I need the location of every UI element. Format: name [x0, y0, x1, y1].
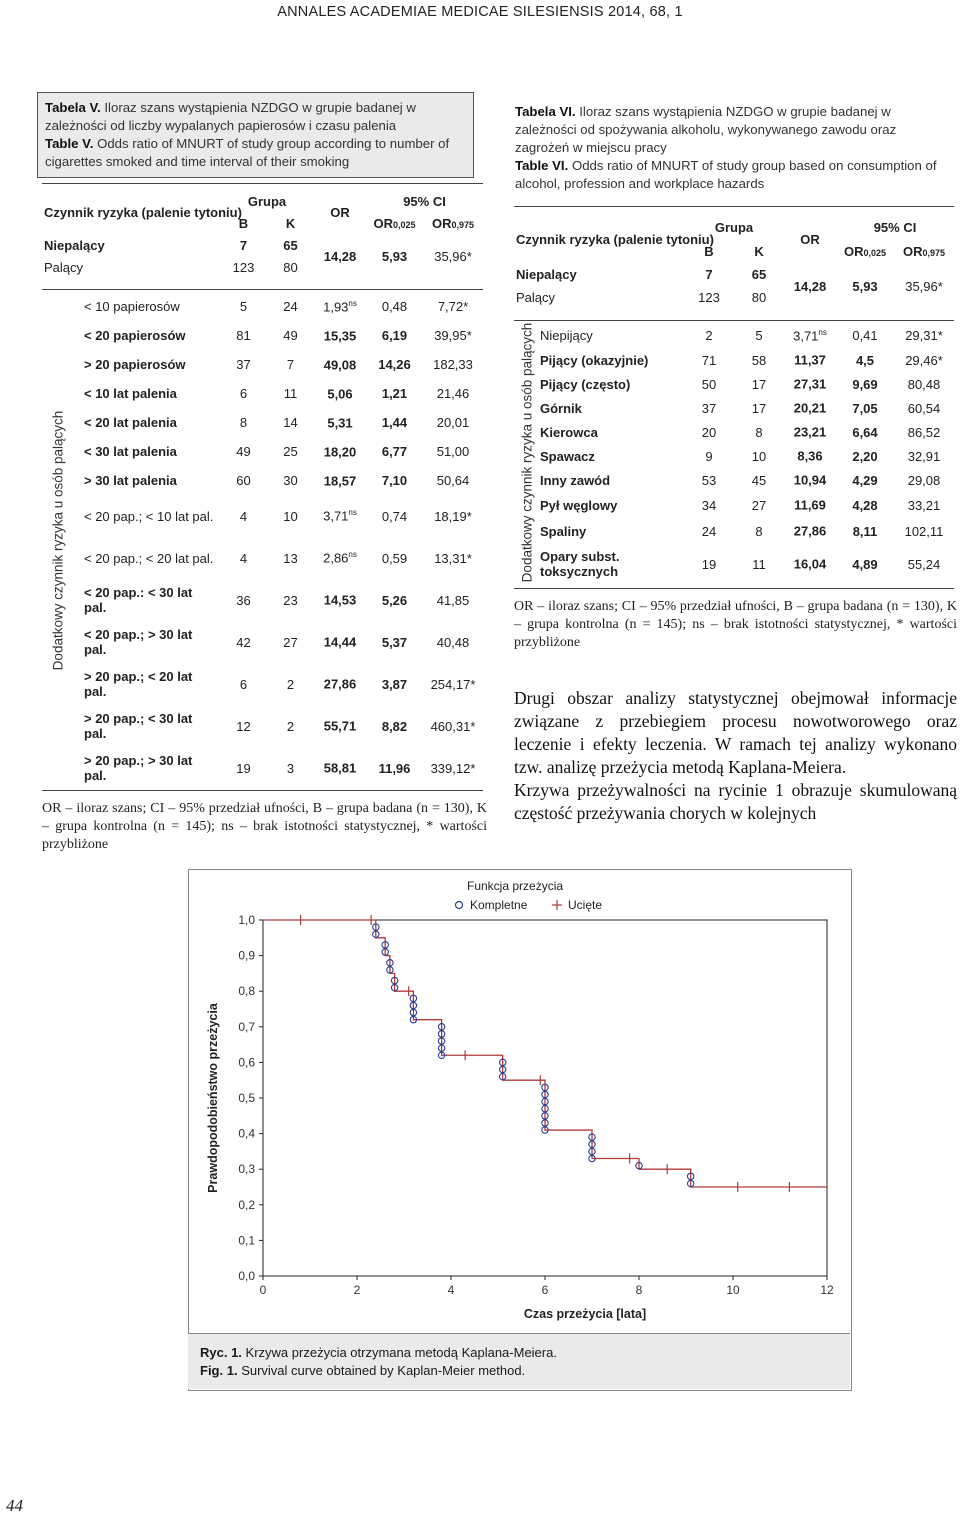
row-b: 50 [701, 376, 717, 392]
row-or [784, 518, 836, 544]
y-tick-label: 0,5 [238, 1091, 255, 1105]
row-ci-low: 4,5 [855, 352, 875, 368]
table6-caption-pl-label: Tabela VI. [515, 104, 576, 119]
row-label: < 20 papierosów [84, 328, 186, 343]
running-header: ANNALES ACADEMIAE MEDICAE SILESIENSIS 2014, 68, 1 [277, 4, 683, 20]
table5-smoker-k: 80 [283, 259, 298, 275]
row-or-value: 49,08 [323, 357, 357, 373]
row-or [784, 544, 836, 584]
row-or [314, 747, 366, 789]
row-k: 2 [286, 718, 295, 734]
row-or [314, 437, 366, 466]
table-row [538, 372, 954, 396]
table6-base-or: 14,28 [793, 278, 827, 294]
row-ci-high: 20,01 [436, 415, 470, 430]
row-b: 20 [701, 424, 717, 440]
row-label: < 20 pap.; < 10 lat pal. [84, 508, 214, 524]
row-ci-high: 460,31* [430, 718, 476, 734]
body-paragraph-1: Drugi obszar analizy statystycznej obejmował informacje związane z przebiegiem procesu nowotworowego oraz leczenie i efekty leczenia. W ramach tej analizy wykonano tzw. analizę przeżycia metodą Kaplana-Meiera. [514, 688, 957, 777]
row-ci-low: 11,96 [378, 760, 411, 776]
row-ci-low: 6,19 [381, 328, 408, 343]
row-k: 25 [283, 444, 298, 459]
table5-head-k: K [285, 215, 296, 231]
row-or-value: 58,81 [323, 760, 357, 776]
row-or [784, 372, 836, 396]
row-b: 6 [239, 386, 248, 401]
y-tick-label: 0,4 [238, 1126, 255, 1141]
row-or-value: 18,57 [323, 473, 357, 489]
table5-head-factor: Czynnik ryzyka (palenie tytoniu) [44, 204, 242, 220]
row-or-value: 3,71 [793, 328, 819, 344]
table5-head-ci: 95% CI [403, 193, 446, 209]
table5-bottom-rule [42, 790, 483, 791]
row-or [784, 396, 836, 420]
row-or-value: 3,71 [323, 508, 349, 524]
row-ci-high: 13,31* [434, 550, 472, 566]
row-label: Inny zawód [540, 472, 611, 488]
row-ci-low: 4,28 [852, 497, 878, 513]
row-ci-high: 182,33 [433, 357, 473, 372]
row-b: 53 [701, 472, 717, 488]
table6-top-rule [514, 206, 954, 207]
table6-head-k: K [754, 243, 764, 259]
row-label: Pijący (często) [540, 376, 631, 392]
row-ci-low: 9,69 [852, 376, 878, 392]
row-k: 30 [283, 473, 298, 488]
figure-caption-en: Survival curve obtained by Kaplan-Meier method. [241, 1363, 526, 1378]
table-row [82, 495, 483, 537]
x-tick-label: 6 [541, 1283, 549, 1297]
row-or-value: 18,20 [323, 444, 357, 460]
chart-title: Funkcja przeżycia [467, 879, 564, 893]
row-ci-low: 7,05 [852, 400, 878, 416]
table6-nonsmoker-label: Niepalący [516, 267, 577, 282]
table-row [538, 420, 954, 444]
table6-caption [508, 101, 952, 195]
table6-caption-pl: Iloraz szans wystąpienia NZDGO w grupie badanej w zależności od spożywania alkoholu, wykonywanego zawodu oraz zagrożeń w miejscu pracy [515, 104, 897, 155]
table6-head-b: B [704, 243, 714, 259]
row-or-value: 10,94 [793, 472, 827, 488]
row-b: 37 [701, 400, 717, 416]
row-ci-high: 21,46 [436, 386, 470, 401]
table-row [82, 705, 483, 747]
row-ns-mark: ns [818, 327, 827, 337]
row-ci-high: 29,31* [905, 328, 943, 343]
row-ci-low: 4,29 [852, 472, 878, 488]
table5-base-or: 14,28 [323, 248, 357, 264]
table-row [538, 323, 954, 348]
row-or [314, 350, 366, 379]
table6-body [538, 323, 954, 584]
table5-head-or-high: OR [432, 215, 452, 231]
table5-caption-en: Odds ratio of MNURT of study group according to number of cigarettes smoked and time interval of their smoking [45, 136, 450, 169]
row-ci-low: 5,37 [381, 634, 408, 650]
row-or [784, 468, 836, 492]
row-ns-mark: ns [348, 550, 357, 560]
row-b: 71 [701, 352, 717, 368]
row-k: 8 [755, 424, 763, 440]
table-row [82, 621, 483, 663]
row-ci-low: 7,10 [381, 473, 408, 488]
row-ci-low: 0,74 [381, 508, 408, 524]
table-row [82, 579, 483, 621]
row-or [784, 348, 836, 372]
row-k: 27 [283, 634, 298, 650]
row-ci-low: 14,26 [378, 357, 411, 372]
y-tick-label: 0,1 [238, 1233, 255, 1248]
table5-smoker-b: 123 [232, 259, 255, 275]
table5-smoker-label: Palący [44, 259, 84, 275]
figure-caption [188, 1333, 850, 1389]
table5-head-or-high-sub: 0,975 [451, 219, 475, 230]
y-tick-label: 0,6 [238, 1055, 255, 1070]
table5-caption-pl-label: Tabela V. [45, 100, 101, 115]
row-or-value: 5,31 [327, 415, 353, 431]
row-ci-low: 0,48 [381, 299, 408, 314]
row-label: > 20 pap.; < 30 lat pal. [84, 711, 193, 741]
row-ci-low: 0,59 [381, 550, 408, 566]
row-or-value: 11,69 [794, 497, 826, 513]
row-or [784, 492, 836, 518]
row-ci-low: 3,87 [381, 676, 408, 692]
row-ns-mark: ns [348, 298, 357, 308]
row-ci-high: 39,95* [434, 328, 472, 343]
table6-smoker-label: Palący [516, 290, 556, 305]
row-ci-high: 41,85 [436, 592, 470, 608]
table6-nonsmoker-k: 65 [751, 267, 767, 282]
row-or [314, 663, 366, 705]
table-row [82, 379, 483, 408]
row-label: Spaliny [540, 523, 587, 539]
row-ci-low: 6,64 [852, 424, 878, 440]
row-ci-low: 4,89 [852, 556, 878, 572]
table-row [538, 468, 954, 492]
row-b: 9 [705, 448, 713, 464]
table5-caption-en-label: Table V. [45, 136, 94, 151]
row-ci-high: 51,00 [436, 444, 470, 459]
row-or-value: 2,86 [323, 550, 349, 566]
row-ci-high: 102,11 [904, 523, 944, 539]
table5-head-group: Grupa [247, 193, 287, 209]
table6-base-high: 35,96* [905, 278, 943, 294]
figure-caption-pl-label: Ryc. 1. [200, 1345, 242, 1360]
row-k: 49 [283, 328, 298, 343]
row-or-value: 23,21 [793, 424, 827, 440]
row-k: 24 [283, 299, 298, 314]
table-row [82, 747, 483, 789]
x-tick-label: 12 [820, 1283, 834, 1297]
row-label: < 30 lat palenia [84, 444, 177, 459]
table5-base-high: 35,96* [434, 248, 472, 264]
row-b: 36 [236, 592, 251, 608]
table6-caption-en-label: Table VI. [515, 158, 569, 173]
table6-head-ci: 95% CI [873, 219, 917, 235]
figure-caption-en-label: Fig. 1. [200, 1363, 238, 1378]
row-label: > 20 pap.; > 30 lat pal. [84, 753, 193, 783]
row-ci-low: 2,20 [852, 448, 878, 464]
row-ci-high: 32,91 [907, 448, 941, 464]
table-row [538, 396, 954, 420]
table6-head-or-high-sub: 0,975 [922, 247, 946, 258]
row-k: 17 [751, 376, 767, 392]
table6-mid-rule [514, 320, 954, 321]
row-or [314, 705, 366, 747]
table5-head-or: OR [330, 204, 350, 220]
row-or-value: 27,86 [793, 523, 827, 539]
row-b: 49 [236, 444, 251, 459]
row-k: 8 [755, 523, 763, 539]
row-k: 27 [751, 497, 767, 513]
row-or-value: 5,06 [327, 386, 353, 402]
row-ci-high: 339,12* [430, 760, 476, 776]
x-tick-label: 2 [353, 1283, 361, 1297]
y-tick-label: 0,9 [238, 948, 255, 963]
row-b: 60 [236, 473, 251, 488]
table5-caption [37, 92, 474, 178]
y-tick-label: 0,8 [238, 984, 255, 999]
row-ci-low: 8,82 [381, 718, 408, 734]
y-tick-label: 0,0 [238, 1269, 255, 1283]
row-b: 4 [239, 508, 248, 524]
row-k: 14 [283, 415, 298, 430]
table5-body [82, 292, 483, 789]
row-label: > 30 lat palenia [84, 473, 177, 488]
table-row [538, 492, 954, 518]
body-paragraph-2: Krzywa przeżywalności na rycinie 1 obrazuje skumulowaną częstość przeżywania chorych w kolejnych [514, 780, 957, 823]
row-ci-high: 60,54 [907, 400, 941, 416]
row-or-value: 15,35 [323, 328, 357, 344]
x-tick-label: 8 [635, 1283, 643, 1297]
table-row [82, 466, 483, 495]
row-label: Spawacz [540, 448, 595, 464]
table6-bottom-rule [514, 588, 954, 589]
table-row [82, 321, 483, 350]
table-row [82, 408, 483, 437]
row-or-value: 11,37 [794, 352, 826, 368]
row-k: 2 [286, 676, 295, 692]
row-or-value: 55,71 [323, 718, 357, 734]
row-ci-high: 18,19* [434, 508, 472, 524]
table-row [82, 292, 483, 321]
table5-side-label: Dodatkowy czynnik ryzyka u osób palących [50, 410, 66, 671]
table6-header [514, 215, 954, 309]
row-or-value: 27,31 [793, 376, 827, 392]
row-k: 58 [751, 352, 767, 368]
table6-nonsmoker-b: 7 [705, 267, 713, 282]
table-row [538, 544, 954, 584]
y-axis-label: Prawdopodobieństwo przeżycia [206, 1003, 220, 1193]
table5-caption-pl: Iloraz szans wystąpienia NZDGO w grupie badanej w zależności od liczby wypalanych papierosów i czasu palenia [45, 100, 416, 133]
row-or-value: 16,04 [793, 556, 827, 572]
row-or [314, 579, 366, 621]
row-b: 81 [236, 328, 251, 343]
row-ci-high: 55,24 [907, 556, 941, 572]
row-ci-high: 29,46* [905, 352, 943, 368]
row-b: 12 [236, 718, 251, 734]
row-b: 34 [701, 497, 717, 513]
row-b: 19 [236, 760, 251, 776]
row-ns-mark: ns [348, 508, 357, 518]
row-b: 37 [236, 357, 251, 372]
table6-head-group: Grupa [714, 219, 754, 235]
row-ci-high: 254,17* [430, 676, 476, 692]
row-label: Górnik [540, 400, 582, 416]
figure-caption-pl: Krzywa przeżycia otrzymana metodą Kaplana-Meiera. [245, 1345, 557, 1360]
row-or [314, 495, 366, 537]
table6-caption-en: Odds ratio of MNURT of study group based on consumption of alcohol, profession and workplace hazards [515, 158, 937, 191]
row-or [314, 292, 366, 321]
table6-smoker-k: 80 [751, 290, 767, 305]
table5-nonsmoker-b: 7 [239, 237, 248, 253]
table-row [538, 444, 954, 468]
table6-head-or-low-sub: 0,025 [863, 247, 887, 258]
row-k: 23 [283, 592, 298, 608]
table5-mid-rule [42, 289, 483, 290]
row-b: 19 [701, 556, 717, 572]
row-ci-low: 8,11 [852, 523, 878, 539]
row-b: 6 [239, 676, 248, 692]
row-label: < 20 pap.: < 30 lat pal. [84, 585, 193, 615]
row-label: < 10 lat palenia [84, 386, 177, 401]
table5-nonsmoker-label: Niepalący [44, 237, 105, 253]
row-b: 42 [236, 634, 251, 650]
row-label: > 20 papierosów [84, 357, 186, 372]
row-label: Opary subst. toksycznych [540, 549, 620, 579]
row-b: 4 [239, 550, 248, 566]
row-ci-high: 7,72* [437, 299, 469, 314]
row-ci-high: 33,21 [907, 497, 941, 513]
table5-header [42, 190, 483, 278]
y-tick-label: 0,7 [238, 1019, 255, 1034]
body-text [514, 687, 957, 825]
table6-base-low: 5,93 [852, 278, 878, 294]
row-ci-low: 5,26 [381, 592, 408, 608]
legend-censored-label: Ucięte [568, 898, 603, 912]
row-k: 17 [751, 400, 767, 416]
row-label: < 20 lat palenia [84, 415, 177, 430]
row-ci-low: 1,44 [381, 415, 408, 430]
row-label: Niepijący [540, 328, 593, 343]
x-axis-label: Czas przeżycia [lata] [523, 1307, 647, 1321]
page-number: 44 [6, 1496, 23, 1515]
table6-smoker-b: 123 [698, 290, 720, 305]
row-ci-high: 29,08 [907, 472, 941, 488]
table-row [82, 437, 483, 466]
table6-footnote: OR – iloraz szans; CI – 95% przedział ufności, B – grupa badana (n = 130), K – grupa kontrolna (n = 145); ns – brak istotności statystycznej, * wartości przybliżone [514, 599, 957, 650]
row-or [314, 379, 366, 408]
table5-footnote: OR – iloraz szans; CI – 95% przedział ufności, B – grupa badana (n = 130), K – grupa kontrolna (n = 145); ns – brak istotności statystycznej, * wartości przybliżone [42, 801, 487, 852]
row-or [314, 537, 366, 579]
row-k: 45 [751, 472, 767, 488]
row-or-value: 27,86 [323, 676, 357, 692]
x-tick-label: 10 [726, 1283, 740, 1297]
row-label: Pijący (okazyjnie) [540, 352, 649, 368]
table-row [82, 350, 483, 379]
row-or [314, 466, 366, 495]
row-or-value: 1,93 [323, 299, 349, 315]
table5-top-rule [42, 183, 483, 184]
row-or [784, 444, 836, 468]
row-or-value: 20,21 [793, 400, 827, 416]
y-tick-label: 0,3 [238, 1162, 255, 1177]
row-ci-low: 0,41 [852, 328, 878, 343]
x-tick-label: 4 [447, 1283, 455, 1297]
table6-head-or-low: OR [844, 243, 864, 259]
row-ci-low: 6,77 [381, 444, 408, 459]
y-tick-label: 1,0 [238, 913, 255, 927]
table5-head-or-low-sub: 0,025 [393, 219, 416, 230]
table5-base-low: 5,93 [381, 248, 408, 264]
row-k: 11 [752, 556, 766, 572]
row-k: 10 [751, 448, 767, 464]
row-or [784, 323, 836, 348]
row-b: 24 [701, 523, 717, 539]
y-tick-label: 0,2 [238, 1197, 255, 1212]
row-k: 13 [283, 550, 298, 566]
row-b: 8 [239, 415, 248, 430]
row-or [784, 420, 836, 444]
row-or-value: 14,44 [323, 634, 357, 650]
row-k: 10 [283, 508, 298, 524]
survival-curve [263, 920, 827, 1187]
row-or-value: 14,53 [323, 592, 357, 608]
row-label: Pył węglowy [540, 497, 618, 513]
row-label: > 20 pap.; < 20 lat pal. [84, 669, 193, 699]
row-label: < 20 pap.; > 30 lat pal. [84, 627, 193, 657]
row-or [314, 408, 366, 437]
row-k: 11 [283, 386, 298, 401]
x-tick-label: 0 [259, 1283, 267, 1297]
legend-complete-marker [456, 902, 463, 909]
survival-chart [189, 870, 851, 1332]
table5-head-or-low: OR [373, 215, 393, 231]
table5-head-b: B [238, 215, 249, 231]
table6-side-label: Dodatkowy czynnik ryzyka u osób palących [519, 322, 535, 583]
row-ci-high: 80,48 [907, 376, 941, 392]
row-ci-high: 40,48 [436, 634, 470, 650]
table5-nonsmoker-k: 65 [283, 237, 298, 253]
row-or-value: 8,36 [797, 448, 823, 464]
row-ci-high: 50,64 [436, 473, 470, 488]
row-label: Kierowca [540, 424, 598, 440]
row-k: 5 [755, 328, 763, 343]
row-k: 7 [286, 357, 295, 372]
table6-head-or-high: OR [903, 243, 923, 259]
table6-head-factor: Czynnik ryzyka (palenie tytoniu) [516, 231, 714, 247]
table-row [82, 537, 483, 579]
table-row [82, 663, 483, 705]
row-k: 3 [286, 760, 295, 776]
row-or [314, 621, 366, 663]
row-or [314, 321, 366, 350]
row-b: 5 [239, 299, 248, 314]
row-b: 2 [705, 328, 713, 343]
table-row [538, 348, 954, 372]
row-ci-low: 1,21 [381, 386, 408, 401]
row-ci-high: 86,52 [907, 424, 941, 440]
row-label: < 10 papierosów [84, 299, 180, 314]
table-row [538, 518, 954, 544]
legend-complete-label: Kompletne [470, 898, 528, 912]
table6-head-or: OR [800, 231, 820, 247]
row-label: < 20 pap.; < 20 lat pal. [84, 550, 214, 566]
